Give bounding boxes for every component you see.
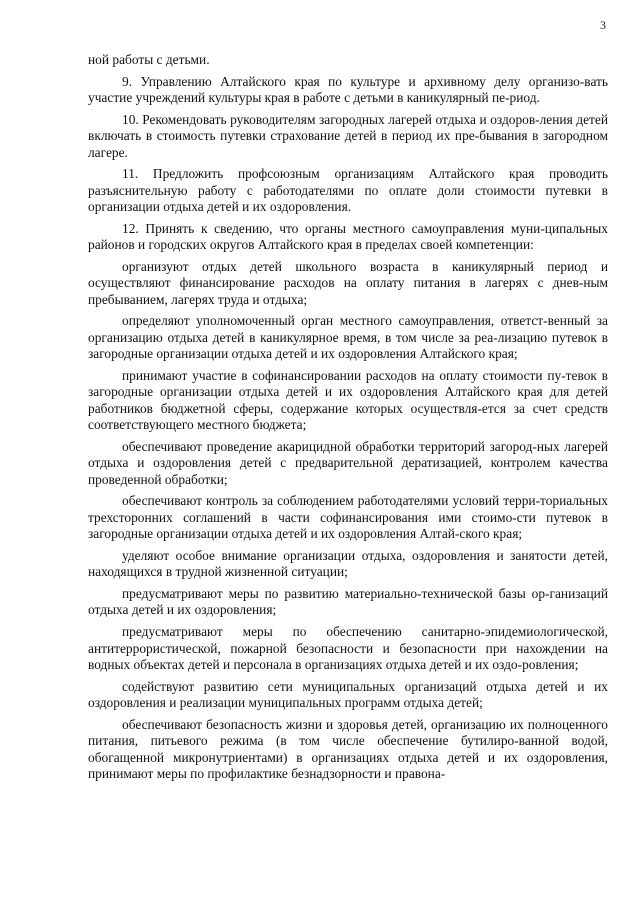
paragraph-item-10: 10. Рекомендовать руководителям загородных лагерей отдыха и оздоров-ления детей включать в стоимость путевки страхование детей в период их пре-бывания в загородном лагере. bbox=[88, 111, 608, 160]
competence-item: уделяют особое внимание организации отдыха, оздоровления и занятости детей, находящихся в трудной жизненной ситуации; bbox=[88, 547, 608, 580]
competence-item: предусматривают меры по развитию материально-технической базы ор-ганизаций отдыха детей и их оздоровления; bbox=[88, 586, 608, 618]
competence-item: обеспечивают проведение акарицидной обработки территорий загород-ных лагерей отдыха и оздоровления детей с предварительной дератизацией, контролем качества проведенной обработки; bbox=[88, 438, 608, 487]
competence-item: предусматривают меры по обеспечению санитарно-эпидемиологической, антитеррористической, пожарной безопасности и безопасности при нахождении на водных объектах детей и персонала в организациях отдыха детей и их оздо-ровления; bbox=[88, 624, 608, 672]
paragraph-item-12: 12. Принять к сведению, что органы местного самоуправления муни-ципальных районов и городских округов Алтайского края в пределах своей компетенции: bbox=[88, 220, 608, 253]
competence-item: обеспечивают безопасность жизни и здоровья детей, организацию их полноценного питания, питьевого режима (в том числе обеспечение бутилиро-ванной водой, обогащенной микронутриентами) в организациях отдыха детей и их оздоровления, принимают меры по профилактике безнадзорности и правона- bbox=[88, 716, 608, 781]
competence-item: обеспечивают контроль за соблюдением работодателями условий терри-ториальных трехсторонних соглашений в части софинансирования ими стоимо-сти путевок в загородные организации отдыха детей и их оздоровления Алтай-ского края; bbox=[88, 493, 608, 542]
competence-item: организуют отдых детей школьного возраста в каникулярный период и осуществляют финансирование расходов на оплату питания в лагерях с днев-ным пребыванием, лагерях труда и отдыха; bbox=[88, 258, 608, 307]
competence-item: определяют уполномоченный орган местного самоуправления, ответст-венный за организацию отдыха детей в каникулярное время, в том числе за реа-лизацию путевок в загородные организации отдыха детей и их оздоровления Алтайского края; bbox=[88, 313, 608, 362]
paragraph-item-9: 9. Управлению Алтайского края по культуре и архивному делу организо-вать участие учреждений культуры края в работе с детьми в каникулярный пе-риод. bbox=[88, 73, 608, 106]
document-body bbox=[88, 52, 608, 788]
paragraph-item-11: 11. Предложить профсоюзным организациям Алтайского края проводить разъяснительную работу с работодателями по оплате доли стоимости путевки в организации отдыха детей и их оздоровления. bbox=[88, 166, 608, 215]
competence-item: принимают участие в софинансировании расходов на оплату стоимости пу-тевок в загородные организации отдыха детей и их оздоровления Алтайского края для детей работников бюджетной сферы, содержание которых осуществля-ется за счет средств соответствующего местного бюджета; bbox=[88, 367, 608, 433]
competence-item: содействуют развитию сети муниципальных организаций отдыха детей и их оздоровления и реализации муниципальных программ отдыха детей; bbox=[88, 678, 608, 711]
page-number: 3 bbox=[600, 18, 606, 32]
paragraph-continuation: ной работы с детьми. bbox=[88, 52, 210, 67]
